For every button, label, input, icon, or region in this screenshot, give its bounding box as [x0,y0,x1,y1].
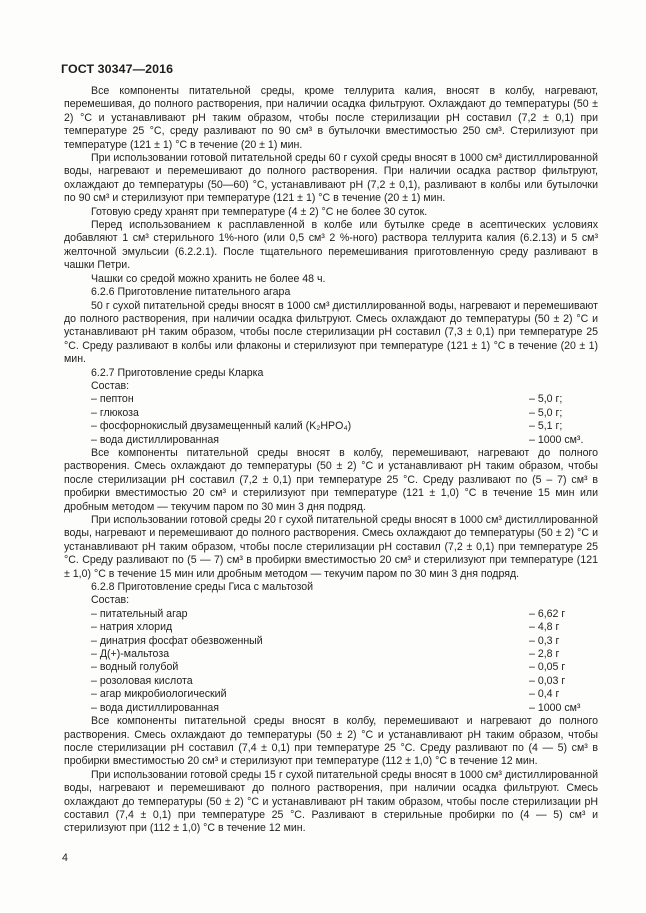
ingredient-amount: – 6,62 г [529,607,566,620]
ingredient-amount: – 2,8 г [529,648,560,661]
section-heading-6-2-6: 6.2.6 Приготовление питательного агара [91,286,291,299]
list-item [91,675,598,688]
section-heading-6-2-8: 6.2.8 Приготовление среды Гиса с мальтозой [91,581,314,594]
ingredient-name: – динатрия фосфат обезвоженный [91,634,263,647]
paragraph-8: При использовании готовой среды 20 г сухой питательной среды вносят в 1000 см³ дистиллированной воды, нагревают и перемешивают до полного растворения. Смесь охлаждают до температуры (50 ± 2) °С и устанавливают рН таким образом, чтобы после стерилизации рН составил (7,2 ± 0,1) при температуре 25 °С. Среду разливают по (5 — 7) см³ в пробирки вместимостью 20 см³ и стерилизуют при температуре (121 ± 1,0) °С в течение 15 мин или дробным методом — текучим паром по 30 мин 3 дня подряд. [64,514,598,580]
ingredient-amount: – 0,03 г [529,674,566,687]
list-item [91,688,598,701]
paragraph-6: 50 г сухой питательной среды вносят в 1000 см³ дистиллированной воды, нагревают и перемешивают до полного растворения, при наличии осадка фильтруют. Смесь охлаждают до температуры (50 ± 2) °С и устанавливают рН таким образом, чтобы после стерилизации рН составил (7,3 ± 0,1) при температуре 25 °С. Среду разливают в колбы или флаконы и стерилизуют при температуре (121 ± 1) °С в течение (20 ± 1) мин. [64,299,598,366]
ingredient-amount: – 5,0 г; [529,393,563,406]
klark-composition-list [64,393,598,447]
list-item [91,608,598,621]
ingredient-amount: – 5,1 г; [529,420,563,433]
composition-label-klark: Состав: [91,379,130,392]
list-item [91,393,598,406]
composition-label-gis: Состав: [91,594,130,607]
ingredient-name: – розоловая кислота [91,674,193,687]
ingredient-amount: – 4,8 г [529,621,560,634]
paragraph-10: При использовании готовой среды 15 г сухой питательной среды вносят в 1000 см³ дистиллированной воды, нагревают и перемешивают до полного растворения, при наличии осадка фильтруют. Смесь охлаждают до температуры (50 ± 2) °С и устанавливают рН таким образом, чтобы после стерилизации рН составил (7,4 ± 0,1) при температуре 25 °С. Разливают в стерильные пробирки по (4 — 5) см³ и стерилизуют при (112 ± 1,0) °С в течение 12 мин. [64,768,598,835]
list-item [91,621,598,634]
list-item [91,702,598,715]
ingredient-amount: – 0,3 г [529,634,560,647]
ingredient-name: – питательный агар [91,607,188,620]
paragraph-7: Все компоненты питательной среды вносят в колбу, перемешивают, нагревают до полного растворения. Смесь охлаждают до температуры (50 ± 2) °С и устанавливают рН таким образом, чтобы после стерилизации рН составил (7,2 ± 0,1) при температуре 25 °С. Среду разливают по (5 – 7) см³ в пробирки вместимостью 20 см³ и стерилизуют при температуре (121 ± 1,0) °С в течение 15 мин или дробным методом — текучим паром по 30 мин 3 дня подряд. [64,446,598,513]
list-item [91,434,598,447]
ingredient-name: – Д(+)-мальтоза [91,648,170,661]
paragraph-2: При использовании готовой питательной среды 60 г сухой среды вносят в 1000 см³ дистиллированной воды, нагревают и перемешивают до полного растворения. При наличии осадка раствор фильтруют, охлаждают до температуры (50—60) °С, устанавливают рН (7,2 ± 0,1), разливают в колбы или бутылочки по 90 см³ и стерилизуют при температуре (121 ± 1) °С в течение (20 ± 1) мин. [64,152,598,205]
gis-composition-list [64,608,598,715]
paragraph-3: Готовую среду хранят при температуре (4 ± 2) °С не более 30 суток. [91,205,428,218]
ingredient-name: – водный голубой [91,661,179,674]
ingredient-name: – глюкоза [91,406,139,419]
ingredient-amount: – 5,0 г; [529,406,563,419]
list-item [91,420,598,433]
ingredient-amount: – 1000 см³ [529,701,581,714]
list-item [91,407,598,420]
list-item [91,648,598,661]
section-heading-6-2-7: 6.2.7 Приготовление среды Кларка [91,366,264,379]
ingredient-name: – агар микробиологический [91,688,227,701]
page-number: 4 [62,852,68,864]
ingredient-name: – натрия хлорид [91,621,173,634]
document-body [64,85,598,836]
paragraph-4: Перед использованием к расплавленной в колбе или бутылке среде в асептических условиях добавляют 1 см³ стерильного 1%-ного (или 0,5 см³ 2 %-ного) раствора теллурита калия (6.2.13) и 5 см³ желточной эмульсии (6.2.2.1). После тщательного перемешивания приготовленную среду разливают в чашки Петри. [64,219,598,272]
ingredient-amount: – 0,05 г [529,661,566,674]
ingredient-amount: – 1000 см³. [529,433,584,446]
ingredient-name: – вода дистиллированная [91,433,219,446]
ingredient-name: – пептон [91,393,134,406]
document-header: ГОСТ 30347—2016 [61,62,174,76]
list-item [91,635,598,648]
paragraph-9: Все компоненты питательной среды вносят в колбу, перемешивают и нагревают до полного растворения. Смесь охлаждают до температуры (50 ± 2) °С и устанавливают рН таким образом, чтобы после стерилизации рН составил (7,4 ± 0,1) при температуре 25 °С. Среду разливают по (4 — 5) см³ в пробирки вместимостью 20 см³ и стерилизуют при температуре (112 ± 1,0) °С в течение 12 мин. [64,715,598,768]
ingredient-amount: – 0,4 г [529,688,560,701]
ingredient-name: – вода дистиллированная [91,701,219,714]
list-item [91,661,598,674]
paragraph-5: Чашки со средой можно хранить не более 48 ч. [91,272,326,285]
ingredient-name: – фосфорнокислый двузамещенный калий (K₂HPO₄) [91,420,352,433]
paragraph-1: Все компоненты питательной среды, кроме теллурита калия, вносят в колбу, нагревают, перемешивая, до полного растворения, при наличии осадка фильтруют. Охлаждают до температуры (50 ± 2) °С и устанавливают рН таким образом, чтобы после стерилизации рН составил (7,2 ± 0,1) при температуре 25 °С, среду разливают по 90 см³ в бутылочки вместимостью 250 см³. Стерилизуют при температуре (121 ± 1) °С в течение (20 ± 1) мин. [64,85,598,151]
